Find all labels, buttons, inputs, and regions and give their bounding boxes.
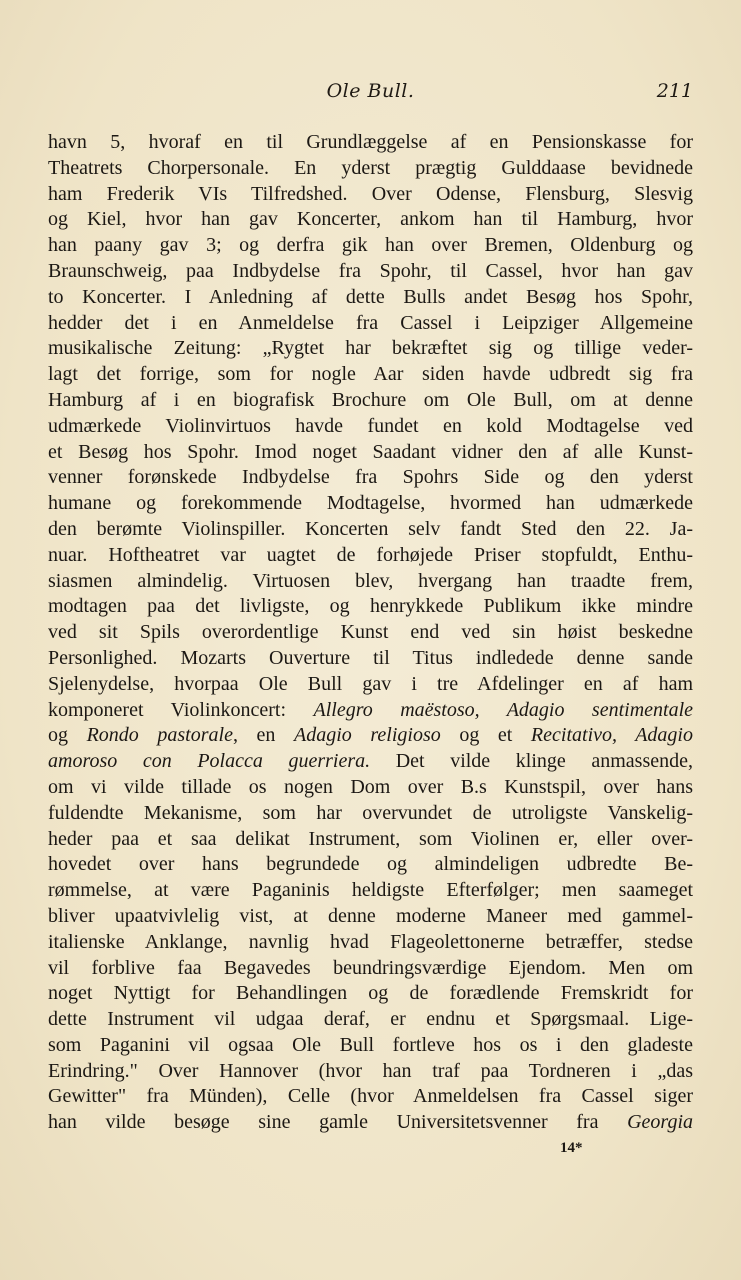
text-line <box>48 182 693 208</box>
text-span: siasmen almindelig. Virtuosen blev, hvergang han traadte frem, <box>48 569 693 592</box>
text-span: komponeret Violinkoncert: <box>48 698 314 721</box>
text-span: hovedet over hans begrundede og almindeligen udbredte Be- <box>48 853 693 876</box>
text-span: rømmelse, at være Paganinis heldigste Efterfølger; men saameget <box>48 879 693 902</box>
page-number: 211 <box>656 80 693 102</box>
text-span: humane og forekommende Modtagelse, hvormed han udmærkede <box>48 492 693 515</box>
text-line <box>48 620 693 646</box>
text-line <box>48 311 693 337</box>
text-line <box>48 698 693 724</box>
text-line <box>48 775 693 801</box>
signature-mark: 14* <box>560 1140 583 1156</box>
text-span: bliver upaatvivlelig vist, at denne moderne Maneer med gammel- <box>48 904 693 927</box>
page-header <box>48 80 693 110</box>
text-line <box>48 517 693 543</box>
text-span: nuar. Hoftheatret var uagtet de forhøjede Priser stopfuldt, Enthu- <box>48 543 693 566</box>
text-line <box>48 440 693 466</box>
text-line <box>48 801 693 827</box>
text-line <box>48 207 693 233</box>
text-line <box>48 878 693 904</box>
italic-span: Rondo pastorale <box>86 724 233 747</box>
text-span: vil forblive faa Begavedes beundringsværdige Ejendom. Men om <box>48 956 693 979</box>
text-line <box>48 1033 693 1059</box>
text-span: ham Frederik VIs Tilfredshed. Over Odense, Flensburg, Slesvig <box>48 182 693 205</box>
text-line <box>48 1084 693 1110</box>
text-span: et Besøg hos Spohr. Imod noget Saadant vidner den af alle Kunst- <box>48 440 693 463</box>
text-span: to Koncerter. I Anledning af dette Bulls andet Besøg hos Spohr, <box>48 285 693 308</box>
text-line <box>48 285 693 311</box>
text-line <box>48 930 693 956</box>
text-line <box>48 465 693 491</box>
italic-span: Recitativo, Adagio <box>530 724 693 747</box>
italic-span: Adagio religioso <box>294 724 441 747</box>
text-line <box>48 336 693 362</box>
text-line <box>48 259 693 285</box>
text-span: Hamburg af i en biografisk Brochure om Ole Bull, om at denne <box>48 388 693 411</box>
text-span: havn 5, hvoraf en til Grundlæggelse af en Pensionskasse for <box>48 131 693 153</box>
text-span: dette Instrument vil udgaa deraf, er endnu et Spørgsmaal. Lige- <box>48 1008 693 1031</box>
text-span: Erindring." Over Hannover (hvor han traf paa Tordneren i „das <box>48 1059 693 1082</box>
italic-span: Allegro maëstoso, Adagio sentimentale <box>313 698 693 721</box>
text-span: og Kiel, hvor han gav Koncerter, ankom han til Hamburg, hvor <box>48 208 693 231</box>
text-line <box>48 981 693 1007</box>
text-line <box>48 388 693 414</box>
text-line <box>48 414 693 440</box>
italic-span: Georgia <box>627 1111 693 1134</box>
text-line <box>48 646 693 672</box>
text-span: udmærkede Violinvirtuos havde fundet en kold Modtagelse ved <box>48 414 693 437</box>
text-line <box>48 723 693 749</box>
text-span: han vilde besøge sine gamle Universitetsvenner fra <box>48 1111 628 1134</box>
text-span: fuldendte Mekanisme, som har overvundet de utroligste Vanskelig- <box>48 801 693 824</box>
text-span: Personlighed. Mozarts Ouverture til Titus indledede denne sande <box>48 646 693 669</box>
text-line <box>48 543 693 569</box>
text-span: Sjelenydelse, hvorpaa Ole Bull gav i tre Afdelinger en af ham <box>48 672 693 695</box>
text-line <box>48 904 693 930</box>
text-span: lagt det forrige, som for nogle Aar siden havde udbredt sig fra <box>48 363 693 386</box>
text-span: om vi vilde tillade os nogen Dom over B.s Kunstspil, over hans <box>48 775 693 798</box>
text-line <box>48 672 693 698</box>
text-line <box>48 233 693 259</box>
text-span: Braunschweig, paa Indbydelse fra Spohr, til Cassel, hvor han gav <box>48 259 693 282</box>
text-span: , en <box>232 724 294 747</box>
text-line <box>48 1110 693 1136</box>
text-line <box>48 130 693 156</box>
text-span: Gewitter" fra Münden), Celle (hvor Anmeldelsen fra Cassel siger <box>48 1085 693 1108</box>
text-line <box>48 852 693 878</box>
text-span: venner forønskede Indbydelse fra Spohrs Side og den yderst <box>48 466 693 489</box>
text-line <box>48 569 693 595</box>
text-span: Det vilde klinge anmassende, <box>370 750 693 773</box>
text-span: noget Nyttigt for Behandlingen og de forædlende Fremskridt for <box>48 982 693 1005</box>
italic-span: amoroso con Polacca guerriera. <box>48 750 371 773</box>
body-text <box>48 130 693 1136</box>
text-line <box>48 956 693 982</box>
text-line <box>48 749 693 775</box>
text-span: ved sit Spils overordentlige Kunst end ved sin høist beskedne <box>48 621 693 644</box>
text-span: musikalische Zeitung: „Rygtet har bekræftet sig og tillige veder- <box>48 337 693 360</box>
text-span: og et <box>440 724 531 747</box>
text-line <box>48 491 693 517</box>
text-line <box>48 594 693 620</box>
text-span: og <box>48 724 87 747</box>
text-span: den berømte Violinspiller. Koncerten selv fandt Sted den 22. Ja- <box>48 517 693 540</box>
text-span: modtagen paa det livligste, og henrykkede Publikum ikke mindre <box>48 595 693 618</box>
text-span: heder paa et saa delikat Instrument, som Violinen er, eller over- <box>48 827 693 850</box>
text-span: som Paganini vil ogsaa Ole Bull fortleve hos os i den gladeste <box>48 1033 693 1056</box>
text-span: hedder det i en Anmeldelse fra Cassel i Leipziger Allgemeine <box>48 311 693 334</box>
text-line <box>48 362 693 388</box>
text-span: han paany gav 3; og derfra gik han over Bremen, Oldenburg og <box>48 234 693 257</box>
text-span: italienske Anklange, navnlig hvad Flageolettonerne betræffer, stedse <box>48 930 693 953</box>
text-line <box>48 827 693 853</box>
text-span: Theatrets Chorpersonale. En yderst prægtig Gulddaase bevidnede <box>48 156 693 179</box>
text-line <box>48 1059 693 1085</box>
text-line <box>48 1007 693 1033</box>
running-head: Ole Bull. <box>326 80 415 102</box>
text-line <box>48 156 693 182</box>
